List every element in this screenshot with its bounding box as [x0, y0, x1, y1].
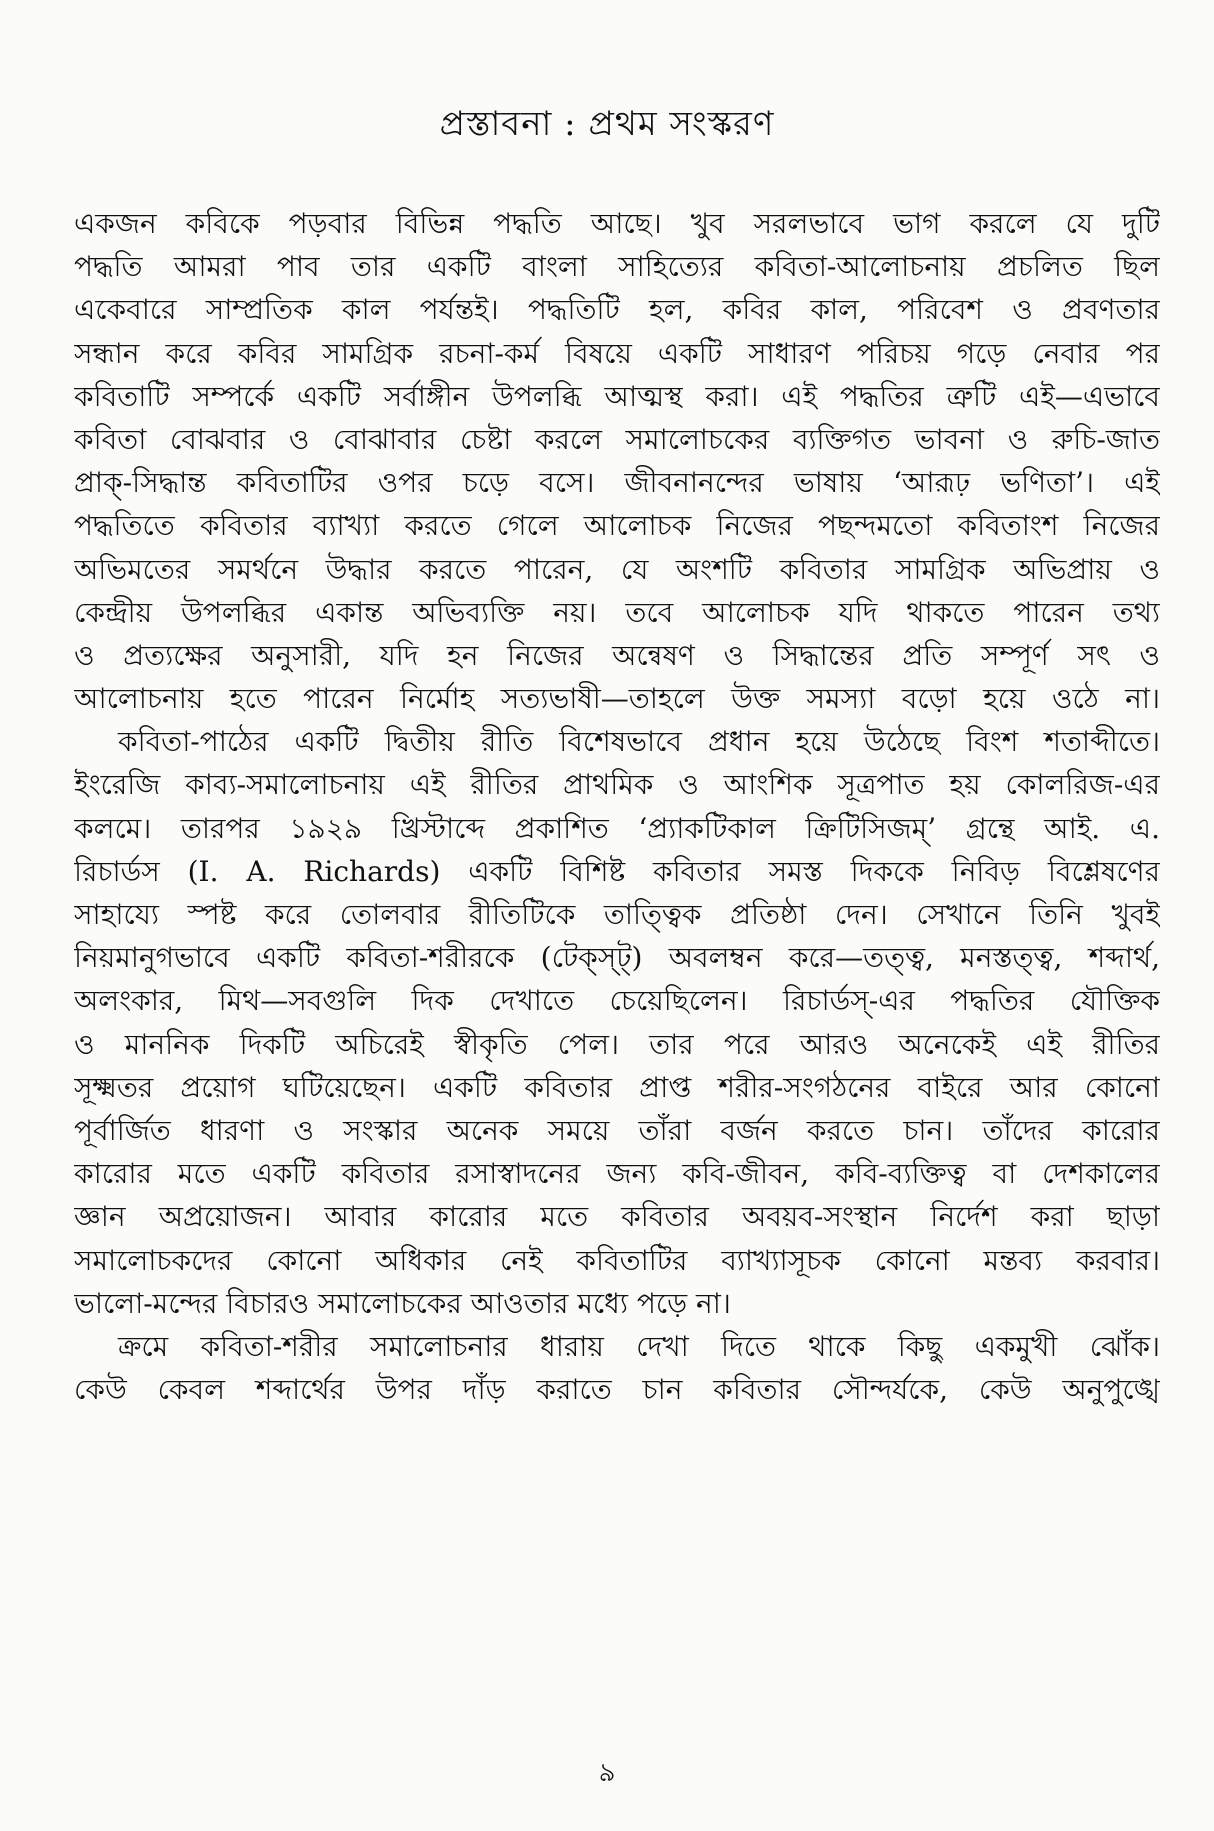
text-line: সন্ধান করে কবির সামগ্রিক রচনা-কর্ম বিষয়ে একটি সাধারণ পরিচয় গড়ে নেবার পর — [74, 336, 1160, 370]
text-line: ক্রমে কবিতা-শরীর সমালোচনার ধারায় দেখা দিতে থাকে কিছু একমুখী ঝোঁক। — [118, 1329, 1160, 1363]
paragraph-1 — [74, 202, 1160, 720]
text-line: একজন কবিকে পড়বার বিভিন্ন পদ্ধতি আছে। খুব সরলভাবে ভাগ করলে যে দুটি — [74, 207, 1160, 240]
text-line: কবিতা-পাঠের একটি দ্বিতীয় রীতি বিশেষভাবে প্রধান হয়ে উঠেছে বিংশ শতাব্দীতে। — [118, 725, 1160, 759]
text-line: কেউ কেবল শব্দার্থের উপর দাঁড় করাতে চান কবিতার সৌন্দর্যকে, কেউ অনুপুঙ্খে — [74, 1373, 1160, 1407]
text-line: পূর্বার্জিত ধারণা ও সংস্কার অনেক সময়ে তাঁরা বর্জন করতে চান। তাঁদের কারোর — [74, 1113, 1160, 1147]
page-number: ৯ — [598, 1758, 616, 1788]
text-line: কবিতা বোঝবার ও বোঝাবার চেষ্টা করলে সমালোচকের ব্যক্তিগত ভাবনা ও রুচি-জাত — [74, 422, 1160, 456]
text-line: রিচার্ডস (I. A. Richards) একটি বিশিষ্ট কবিতার সমস্ত দিককে নিবিড় বিশ্লেষণের — [74, 854, 1160, 888]
text-line: কলমে। তারপর ১৯২৯ খ্রিস্টাব্দে প্রকাশিত ‘প্র্যাকটিকাল ক্রিটিসিজম্’ গ্রন্থে আই. এ. — [74, 811, 1160, 845]
text-line: সমালোচকদের কোনো অধিকার নেই কবিতাটির ব্যাখ্যাসূচক কোনো মন্তব্য করবার। — [74, 1243, 1160, 1277]
text-line: নিয়মানুগভাবে একটি কবিতা-শরীরকে (টেক্স্ট্) অবলম্বন করে—তত্ত্ব, মনস্তত্ত্ব, শব্দার্থ, — [74, 941, 1160, 975]
text-line: কেন্দ্রীয় উপলব্ধির একান্ত অভিব্যক্তি নয়। তবে আলোচক যদি থাকতে পারেন তথ্য — [74, 595, 1160, 629]
text-line: অলংকার, মিথ—সবগুলি দিক দেখাতে চেয়েছিলেন। রিচার্ডস্-এর পদ্ধতির যৌক্তিক — [74, 984, 1160, 1018]
text-line: সাহায্যে স্পষ্ট করে তোলবার রীতিটিকে তাত্ত্বিক প্রতিষ্ঠা দেন। সেখানে তিনি খুবই — [74, 898, 1160, 931]
text-line: কবিতাটি সম্পর্কে একটি সর্বাঙ্গীন উপলব্ধি আত্মস্থ করা। এই পদ্ধতির ত্রুটি এই—এভাবে — [74, 379, 1160, 413]
text-line: ইংরেজি কাব্য-সমালোচনায় এই রীতির প্রাথমিক ও আংশিক সূত্রপাত হয় কোলরিজ-এর — [74, 768, 1160, 802]
text-line: ও মাননিক দিকটি অচিরেই স্বীকৃতি পেল। তার পরে আরও অনেকেই এই রীতির — [74, 1027, 1160, 1061]
text-line: প্রাক্-সিদ্ধান্ত কবিতাটির ওপর চড়ে বসে। জীবনানন্দের ভাষায় ‘আরূঢ় ভণিতা’। এই — [74, 466, 1160, 500]
text-line: কারোর মতে একটি কবিতার রসাস্বাদনের জন্য কবি-জীবন, কবি-ব্যক্তিত্ব বা দেশকালের — [74, 1157, 1160, 1191]
paragraph-3 — [74, 1325, 1160, 1411]
text-line: পদ্ধতিতে কবিতার ব্যাখ্যা করতে গেলে আলোচক নিজের পছন্দমতো কবিতাংশ নিজের — [74, 509, 1160, 543]
text-line: জ্ঞান অপ্রয়োজন। আবার কারোর মতে কবিতার অবয়ব-সংস্থান নির্দেশ করা ছাড়া — [74, 1200, 1160, 1234]
paragraph-2 — [74, 720, 1160, 1325]
page-title: প্রস্তাবনা : প্রথম সংস্করণ — [439, 104, 775, 144]
text-line: আলোচনায় হতে পারেন নির্মোহ সত্যভাষী—তাহলে উক্ত সমস্যা বড়ো হয়ে ওঠে না। — [74, 682, 1160, 716]
text-line: সূক্ষ্মতর প্রয়োগ ঘটিয়েছেন। একটি কবিতার প্রাপ্ত শরীর-সংগঠনের বাইরে আর কোনো — [74, 1070, 1160, 1104]
text-line: একেবারে সাম্প্রতিক কাল পর্যন্তই। পদ্ধতিটি হল, কবির কাল, পরিবেশ ও প্রবণতার — [74, 293, 1160, 327]
text-line: ভালো-মন্দের বিচারও সমালোচকের আওতার মধ্যে পড়ে না। — [74, 1286, 731, 1320]
text-line: ও প্রত্যক্ষের অনুসারী, যদি হন নিজের অন্বেষণ ও সিদ্ধান্তের প্রতি সম্পূর্ণ সৎ ও — [74, 638, 1160, 672]
body-text — [74, 202, 1160, 1411]
text-line: অভিমতের সমর্থনে উদ্ধার করতে পারেন, যে অংশটি কবিতার সামগ্রিক অভিপ্রায় ও — [74, 552, 1160, 586]
text-line: পদ্ধতি আমরা পাব তার একটি বাংলা সাহিত্যের কবিতা-আলোচনায় প্রচলিত ছিল — [74, 250, 1160, 284]
